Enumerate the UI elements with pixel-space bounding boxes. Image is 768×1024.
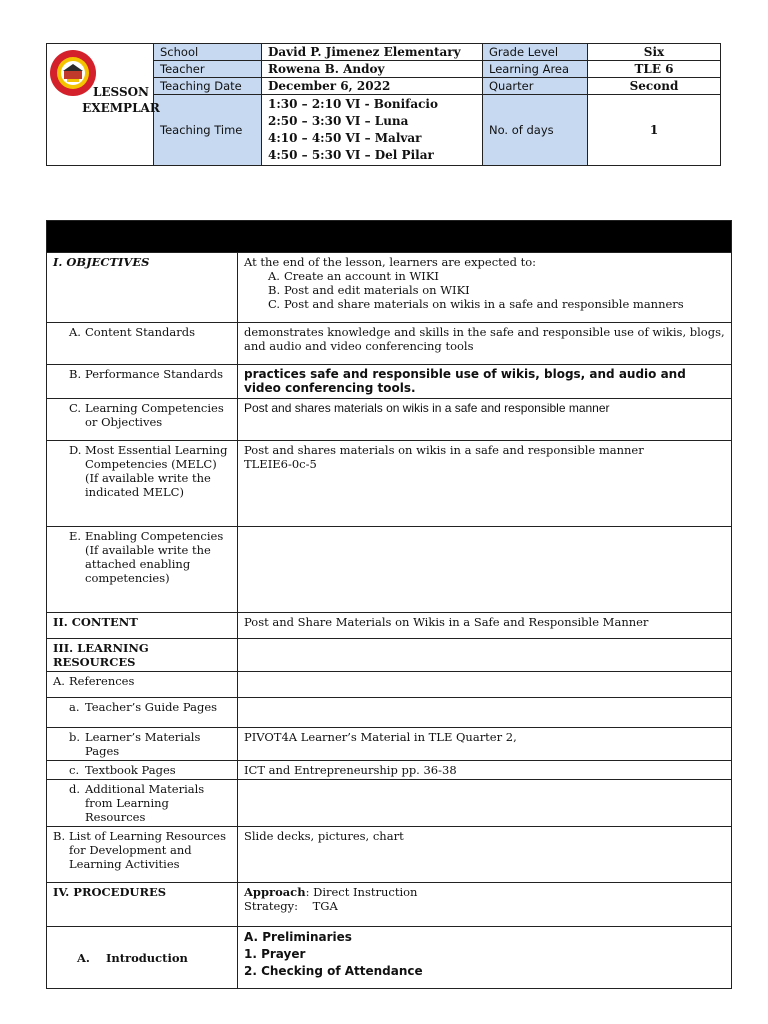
objective-item: C. Post and share materials on wikis in a safe and responsible manners: [268, 297, 684, 311]
resource-value: ICT and Entrepreneurship pp. 36-38: [238, 761, 732, 780]
resource-row: [47, 698, 732, 728]
objective-item: A. Create an account in WIKI: [268, 269, 439, 283]
content-label: II. CONTENT: [47, 613, 238, 639]
teacher-label: Teacher: [154, 61, 262, 78]
strategy-value: Strategy: TGA: [244, 899, 338, 913]
school-value: David P. Jimenez Elementary: [262, 44, 483, 61]
quarter-label: Quarter: [483, 78, 588, 95]
resource-label: a. Teacher’s Guide Pages: [47, 698, 238, 728]
content-standards-value: demonstrates knowledge and skills in the safe and responsible use of wikis, blogs, and audio and video conferencing tools: [238, 323, 732, 365]
procedures-value: [238, 883, 732, 927]
introduction-value: A. Preliminaries 1. Prayer 2. Checking of Attendance: [238, 927, 732, 989]
content-standards-label: A. Content Standards: [47, 323, 238, 365]
content-standards-row: [47, 323, 732, 365]
resource-label: b. Learner’s Materials Pages: [47, 728, 238, 761]
resource-value: PIVOT4A Learner’s Material in TLE Quarter 2,: [238, 728, 732, 761]
resource-value: [238, 698, 732, 728]
procedures-row: [47, 883, 732, 927]
enabling-value: [238, 527, 732, 613]
lesson-exemplar-title: LESSON EXEMPLAR: [82, 85, 160, 115]
date-value: December 6, 2022: [262, 78, 483, 95]
enabling-label: E. Enabling Competencies (If available write the attached enabling competencies): [47, 527, 238, 613]
learning-resources-label: III. LEARNING RESOURCES: [47, 639, 238, 672]
school-label: School: [154, 44, 262, 61]
enabling-row: [47, 527, 732, 613]
grade-value: Six: [588, 44, 721, 61]
logo-cell: [47, 44, 160, 166]
resource-row: [47, 780, 732, 827]
references-row: [47, 672, 732, 698]
header-band: [47, 221, 732, 253]
objectives-intro: At the end of the lesson, learners are expected to:: [244, 255, 537, 269]
resource-label: d. Additional Materials from Learning Resources: [47, 780, 238, 827]
grade-label: Grade Level: [483, 44, 588, 61]
quarter-value: Second: [588, 78, 721, 95]
resource-label: c. Textbook Pages: [47, 761, 238, 780]
references-label: A. References: [47, 672, 238, 698]
days-value: 1: [588, 95, 721, 166]
melc-code: TLEIE6-0c-5: [244, 457, 317, 471]
area-label: Learning Area: [483, 61, 588, 78]
performance-standards-label: B. Performance Standards: [47, 365, 238, 399]
date-label: Teaching Date: [154, 78, 262, 95]
objectives-label: I. OBJECTIVES: [47, 253, 238, 323]
days-label: No. of days: [483, 95, 588, 166]
objectives-list: [268, 269, 725, 311]
teacher-value: Rowena B. Andoy: [262, 61, 483, 78]
lesson-plan-table: [46, 220, 732, 989]
objectives-row: [47, 253, 732, 323]
learning-competencies-row: [47, 399, 732, 441]
melc-label: D. Most Essential Learning Competencies (MELC) (If available write the indicated MELC): [47, 441, 238, 527]
melc-value: Post and shares materials on wikis in a safe and responsible manner TLEIE6-0c-5: [238, 441, 732, 527]
time-slot: 1:30 – 2:10 VI - Bonifacio: [268, 97, 438, 111]
resource-row: [47, 761, 732, 780]
resource-row: [47, 728, 732, 761]
introduction-row: [47, 927, 732, 989]
lesson-header-table: [46, 43, 721, 166]
objectives-value: [238, 253, 732, 323]
content-value: Post and Share Materials on Wikis in a Safe and Responsible Manner: [238, 613, 732, 639]
performance-standards-row: [47, 365, 732, 399]
time-label: Teaching Time: [154, 95, 262, 166]
introduction-label: A. Introduction: [47, 927, 238, 989]
performance-standards-value: practices safe and responsible use of wikis, blogs, and audio and video conferencing tools.: [238, 365, 732, 399]
learning-resources-row: [47, 639, 732, 672]
procedures-label: IV. PROCEDURES: [47, 883, 238, 927]
time-slot: 4:50 – 5:30 VI – Del Pilar: [268, 148, 434, 162]
learning-competencies-value: Post and shares materials on wikis in a safe and responsible manner: [238, 399, 732, 441]
objective-item: B. Post and edit materials on WIKI: [268, 283, 470, 297]
resource-value: [238, 780, 732, 827]
learning-competencies-label: C. Learning Competencies or Objectives: [47, 399, 238, 441]
resource-list-value: Slide decks, pictures, chart: [238, 827, 732, 883]
approach-label: Approach: [244, 885, 306, 899]
area-value: TLE 6: [588, 61, 721, 78]
time-slot: 4:10 – 4:50 VI – Malvar: [268, 131, 422, 145]
resource-list-row: [47, 827, 732, 883]
approach-value: : Direct Instruction: [305, 885, 418, 899]
melc-row: [47, 441, 732, 527]
time-slot: 2:50 – 3:30 VI – Luna: [268, 114, 409, 128]
resource-list-label: B. List of Learning Resources for Development and Learning Activities: [47, 827, 238, 883]
content-row: [47, 613, 732, 639]
time-values: [262, 95, 483, 166]
